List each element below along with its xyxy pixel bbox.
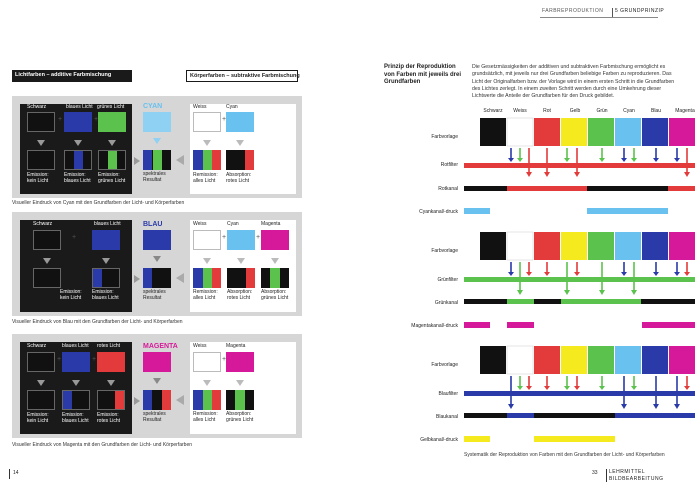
row-rotkanal: Rotkanal xyxy=(438,186,458,192)
magenta-result-swatch xyxy=(143,352,171,372)
plus-icon: + xyxy=(92,356,97,363)
plus-icon: + xyxy=(222,116,227,123)
blau-title: BLAU xyxy=(143,221,163,228)
footer-logo-rule xyxy=(606,469,607,482)
gruenfilter-bar xyxy=(464,277,695,282)
cyan-resultat-label: spektrales Resultat xyxy=(143,171,166,183)
blau-label-blau: blaues Licht xyxy=(94,221,121,227)
farbvorlage-block-3 xyxy=(480,346,695,374)
blau-spectral-result xyxy=(143,268,171,288)
col-label-rot: Rot xyxy=(543,108,551,114)
col-label-blau: Blau xyxy=(650,108,662,114)
cyan-sub-label-weiss: Weiss xyxy=(193,104,207,110)
right-body: Die Gesetzmässigkeiten der additiven und subtraktiven Farbmischung ermöglicht es grundsätzlich, mit jeweils nur drei Grundfarben beliebige Farben zu reproduzieren. Das Licht der Originalfarben bzw. der Vorlage wird in einem ersten Schritt in die Grundfarben des Lichtes zerlegt. In einem zweiten Schritt werden durch eine Umkehrung dieser Lichtwerte die Anteile der Grundfarben für den Druck gebildet. xyxy=(472,64,675,100)
blau-sub-cyan xyxy=(227,230,255,250)
cyan-emission-black xyxy=(27,150,55,170)
arrow-down-icon xyxy=(203,140,211,146)
magenta-sub-white xyxy=(193,352,221,372)
magenta-sub-emission-2: Absorption: grünes Licht xyxy=(226,411,254,423)
cyan-emission-green xyxy=(98,150,126,170)
column-labels xyxy=(483,108,695,114)
blaukanal-strip xyxy=(464,413,695,418)
blau-swatch-black xyxy=(33,230,61,250)
plus-icon: + xyxy=(72,234,77,241)
cyan-swatch-black xyxy=(27,112,55,132)
blau-sub-remission xyxy=(193,268,221,288)
row-farbvorlage-1: Farbvorlage xyxy=(431,134,458,140)
col-label-magenta: Magenta xyxy=(675,108,695,114)
arrow-left-icon xyxy=(176,395,184,405)
arrow-down-icon xyxy=(237,258,245,264)
farbvorlage-block-1 xyxy=(480,118,695,146)
magenta-swatch-blue xyxy=(62,352,90,372)
footer-logo-line1: LEHRMITTEL xyxy=(609,469,646,475)
blau-swatch-blue xyxy=(92,230,120,250)
cyan-emission-label-2: Emission: blaues Licht xyxy=(64,172,91,184)
blau-sub-emission-2: Absorption: rotes Licht xyxy=(227,289,253,301)
rotfilter-arrows xyxy=(508,148,690,177)
magenta-emission-blue xyxy=(62,390,90,410)
header-divider xyxy=(612,8,613,17)
magenta-swatch-black xyxy=(27,352,55,372)
blau-sub-label-magenta: Magenta xyxy=(261,221,281,227)
row-blaufilter: Blaufilter xyxy=(438,391,458,397)
blau-result-swatch xyxy=(143,230,171,250)
magenta-swatch-red xyxy=(97,352,125,372)
header-section-right: 5 GRUNDPRINZIP xyxy=(615,8,665,14)
magenta-emission-red xyxy=(97,390,125,410)
magenta-sub-remission xyxy=(193,390,221,410)
cyan-spectral-result xyxy=(143,150,171,170)
row-gelbkanal: Gelbkanal/-druck xyxy=(420,437,458,443)
blau-sub-absorption-green xyxy=(261,268,289,288)
gruenkanal-strip xyxy=(464,299,695,304)
tab-additive xyxy=(12,70,132,82)
header-section-left: FARBREPRODUKTION xyxy=(542,8,604,14)
cyan-sub-white xyxy=(193,112,221,132)
arrow-down-icon xyxy=(153,138,161,144)
magenta-emission-label-1: Emission: kein Licht xyxy=(27,412,49,424)
col-label-gruen: Grün xyxy=(596,108,608,114)
arrow-down-icon xyxy=(74,140,82,146)
cyan-sub-remission xyxy=(193,150,221,170)
left-page-number-rule xyxy=(9,469,10,479)
blau-sub-white xyxy=(193,230,221,250)
row-farbvorlage-2: Farbvorlage xyxy=(431,248,458,254)
arrow-down-icon xyxy=(37,380,45,386)
row-magentakanal: Magentakanal/-druck xyxy=(411,323,458,329)
row-gruenfilter: Grünfilter xyxy=(437,277,458,283)
arrow-down-icon xyxy=(43,258,51,264)
cyan-sub-emission-1: Remission: alles Licht xyxy=(193,172,218,184)
magenta-spectral-result xyxy=(143,390,171,410)
arrow-down-icon xyxy=(37,140,45,146)
footer-logo-line2: BILDBEARBEITUNG xyxy=(609,476,664,482)
magenta-sub-emission-1: Remission: alles Licht xyxy=(193,411,218,423)
rotfilter-bar xyxy=(464,163,695,168)
blau-emission-blue xyxy=(92,268,120,288)
magenta-sub-label-weiss: Weiss xyxy=(193,343,207,349)
blau-sub-absorption-red xyxy=(227,268,255,288)
magenta-sub-magenta xyxy=(226,352,254,372)
cyan-result-swatch xyxy=(143,112,171,132)
cyan-caption: Visueller Eindruck von Cyan mit den Grundfarben der Licht- und Körperfarben xyxy=(12,200,185,206)
blau-emission-label-2: Emission: blaues Licht xyxy=(92,289,119,301)
arrow-down-icon xyxy=(203,380,211,386)
cyan-title: CYAN xyxy=(143,103,163,110)
row-gruenkanal: Grünkanal xyxy=(434,300,458,306)
cyan-emission-label-1: Emission: kein Licht xyxy=(27,172,49,184)
cyan-sub-label-cyan: Cyan xyxy=(226,104,238,110)
arrow-down-icon xyxy=(107,380,115,386)
arrow-down-icon xyxy=(153,256,161,262)
cyan-label-gruen: grünes Licht xyxy=(97,104,125,110)
arrow-left-icon xyxy=(176,273,184,283)
row-rotfilter: Rotfilter xyxy=(440,162,458,168)
arrow-left-icon xyxy=(176,155,184,165)
arrow-down-icon xyxy=(236,380,244,386)
arrow-down-icon xyxy=(102,258,110,264)
tab-subtractive xyxy=(186,70,298,82)
blau-sub-emission-3: Absorption: grünes Licht xyxy=(261,289,289,301)
arrow-down-icon xyxy=(153,378,161,384)
plus-icon: + xyxy=(222,356,227,363)
cyan-label-blau: blaues Licht xyxy=(66,104,93,110)
cyan-label-schwarz: Schwarz xyxy=(27,104,47,110)
blau-sub-label-cyan: Cyan xyxy=(227,221,239,227)
magenta-label-rot: rotes Licht xyxy=(97,343,121,349)
rotkanal-strip xyxy=(464,186,695,191)
blau-sub-emission-1: Remission: alles Licht xyxy=(193,289,218,301)
arrow-right-icon xyxy=(134,397,140,405)
blau-label-schwarz: Schwarz xyxy=(33,221,53,227)
arrow-down-icon xyxy=(203,258,211,264)
magenta-title: MAGENTA xyxy=(143,343,178,350)
right-caption: Systematik der Reproduktion von Farben mit den Grundfarben der Licht- und Körperfarben xyxy=(464,452,665,458)
reproduction-diagram xyxy=(380,100,695,460)
magenta-label-schwarz: Schwarz xyxy=(27,343,47,349)
magenta-sub-absorption xyxy=(226,390,254,410)
col-label-schwarz: Schwarz xyxy=(483,108,503,114)
cyan-emission-blue xyxy=(64,150,92,170)
arrow-down-icon xyxy=(236,140,244,146)
arrow-right-icon xyxy=(134,157,140,165)
blau-sub-magenta xyxy=(261,230,289,250)
right-heading: Prinzip der Reproduktion von Farben mit jeweils drei Grundfarben xyxy=(384,64,462,85)
cyan-swatch-green xyxy=(98,112,126,132)
magenta-resultat-label: spektrales Resultat xyxy=(143,411,166,423)
magenta-label-blau: blaues Licht xyxy=(62,343,89,349)
arrow-down-icon xyxy=(271,258,279,264)
blau-resultat-label: spektrales Resultat xyxy=(143,289,166,301)
plus-icon: + xyxy=(222,234,227,241)
arrow-down-icon xyxy=(108,140,116,146)
col-label-gelb: Gelb xyxy=(569,108,581,114)
blau-emission-label-1: Emission: kein Licht xyxy=(60,289,82,301)
cyan-sub-absorption xyxy=(226,150,254,170)
cyan-sub-cyan xyxy=(226,112,254,132)
magenta-emission-label-3: Emission: rotes Licht xyxy=(97,412,121,424)
left-page-number: 14 xyxy=(13,470,19,476)
row-cyankanal: Cyankanal/-druck xyxy=(419,209,458,215)
blau-emission-black xyxy=(33,268,61,288)
magenta-sub-label-magenta: Magenta xyxy=(226,343,246,349)
cyan-sub-emission-2: Absorption: rotes Licht xyxy=(226,172,252,184)
header-rule xyxy=(540,17,658,18)
plus-icon: + xyxy=(256,234,261,241)
row-farbvorlage-3: Farbvorlage xyxy=(431,362,458,368)
cyankanal-strip xyxy=(464,208,668,214)
gelbkanal-strip xyxy=(464,436,615,442)
magentakanal-strip xyxy=(464,322,695,328)
farbvorlage-block-2 xyxy=(480,232,695,260)
magenta-emission-black xyxy=(27,390,55,410)
plus-icon: + xyxy=(57,356,62,363)
tab-additive-label: Lichtfarben – additive Farbmischung xyxy=(15,72,112,78)
plus-icon: + xyxy=(94,116,99,123)
blau-sub-label-weiss: Weiss xyxy=(193,221,207,227)
cyan-swatch-blue xyxy=(64,112,92,132)
plus-icon: + xyxy=(58,116,63,123)
tab-subtractive-label: Körperfarben – subtraktive Farbmischung xyxy=(190,73,300,79)
row-blaukanal: Blaukanal xyxy=(436,414,458,420)
arrow-down-icon xyxy=(72,380,80,386)
right-page-number: 33 xyxy=(592,470,598,476)
col-label-cyan: Cyan xyxy=(623,108,635,114)
blaufilter-bar xyxy=(464,391,695,396)
magenta-emission-label-2: Emission: blaues Licht xyxy=(62,412,89,424)
arrow-right-icon xyxy=(134,275,140,283)
cyan-emission-label-3: Emission: grünes Licht xyxy=(98,172,126,184)
blau-caption: Visueller Eindruck von Blau mit den Grundfarben der Licht- und Körperfarben xyxy=(12,319,183,325)
magenta-caption: Visueller Eindruck von Magenta mit den Grundfarben der Licht- und Körperfarben xyxy=(12,442,193,448)
col-label-weiss: Weiss xyxy=(513,108,527,114)
